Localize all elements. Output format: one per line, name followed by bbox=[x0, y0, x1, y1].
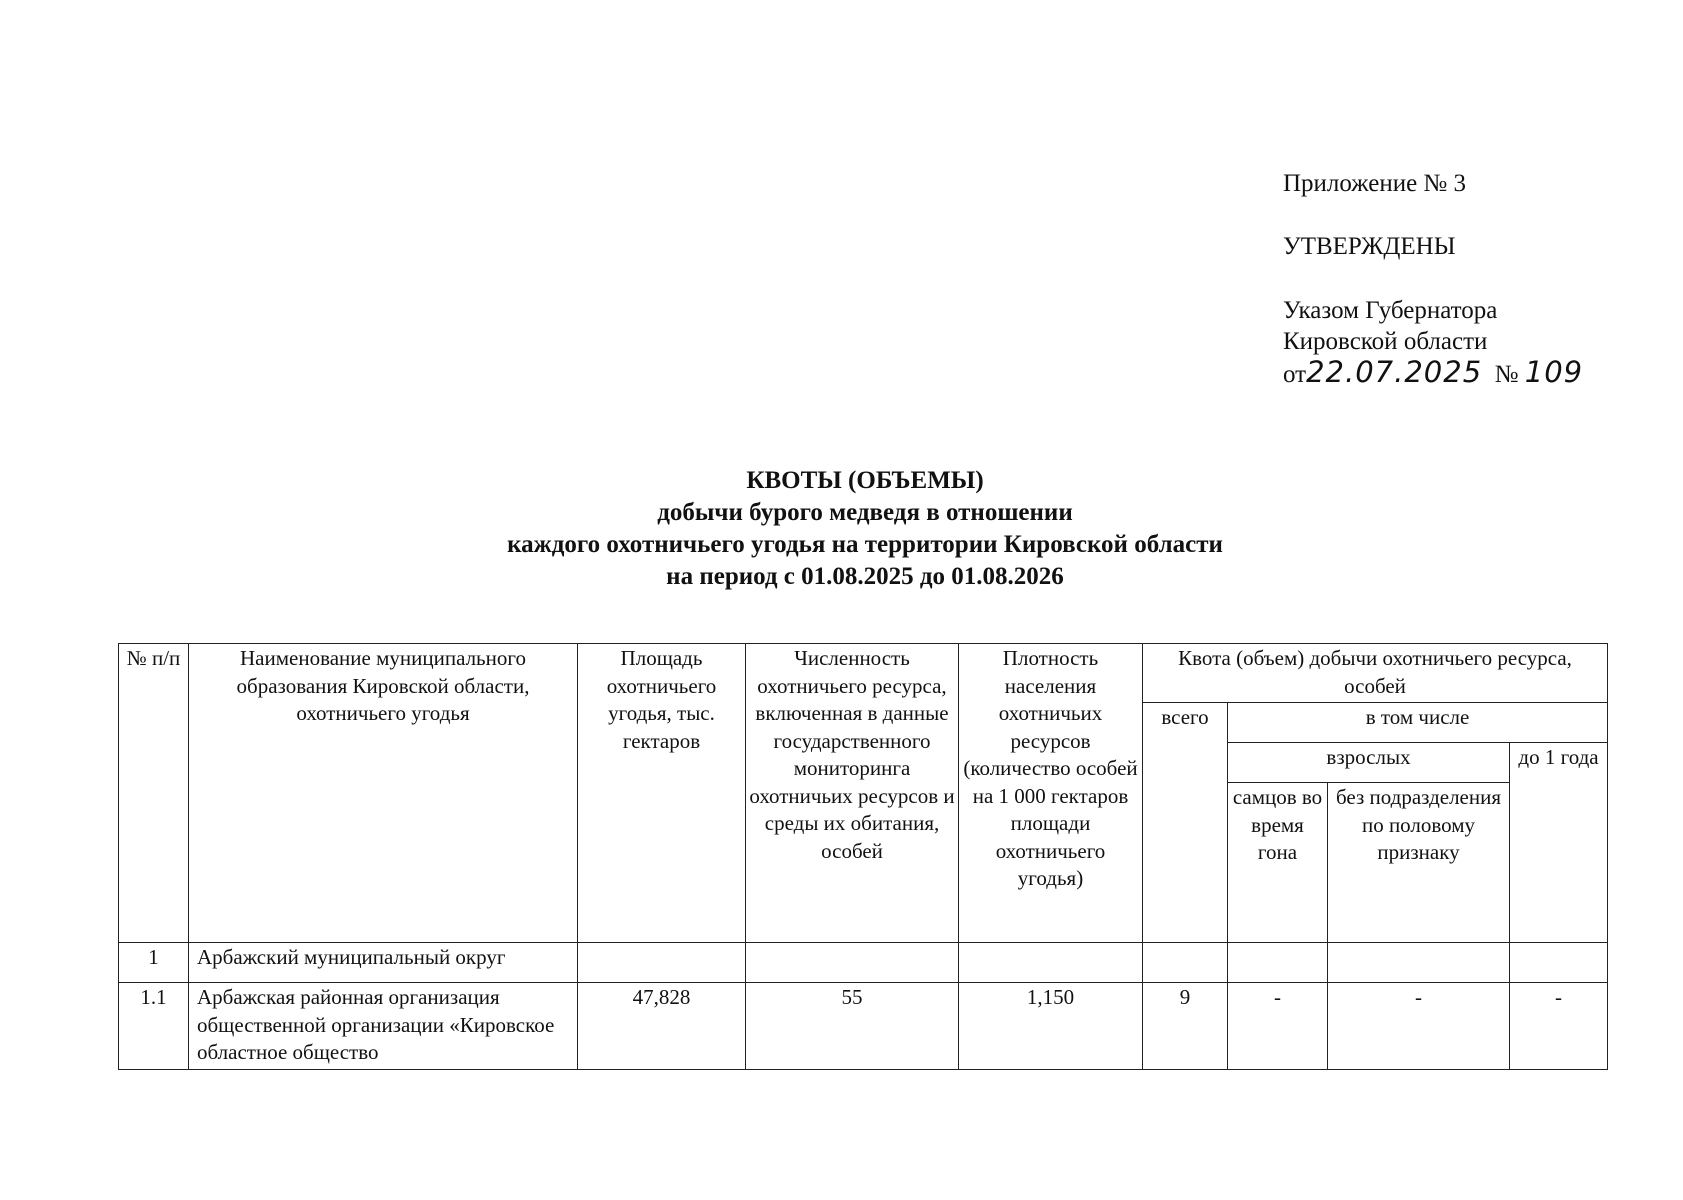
header-quota: Квота (объем) добычи охотничьего ресурса, особей bbox=[1143, 644, 1608, 703]
cell-total: 9 bbox=[1143, 983, 1228, 1070]
cell-density: 1,150 bbox=[959, 983, 1143, 1070]
title-line-4: на период с 01.08.2025 до 01.08.2026 bbox=[666, 563, 1064, 590]
decree-line-1: Указом Губернатора bbox=[1283, 297, 1498, 324]
cell-area: 47,828 bbox=[578, 983, 746, 1070]
cell-name: Арбажская районная организация общественной организации «Кировское областное общество bbox=[189, 983, 578, 1070]
number-label: № bbox=[1494, 361, 1519, 388]
appendix-label: Приложение № 3 bbox=[1283, 170, 1467, 197]
cell-count: 55 bbox=[746, 983, 959, 1070]
decree-number: 109 bbox=[1524, 355, 1584, 389]
cell-males: - bbox=[1228, 983, 1328, 1070]
cell-name: Арбажский муниципальный округ bbox=[189, 943, 578, 983]
cell-count bbox=[746, 943, 959, 983]
decree-date-line bbox=[1283, 357, 1663, 390]
header-count: Численность охотничьего ресурса, включенная в данные государственного мониторинга охотничьих ресурсов и среды их обитания, особей bbox=[746, 644, 959, 943]
header-density: Плотность населения охотничьих ресурсов (количество особей на 1 000 гектаров площади охотничьего угодья) bbox=[959, 644, 1143, 943]
cell-males bbox=[1228, 943, 1328, 983]
title-line-1: КВОТЫ (ОБЪЕМЫ) bbox=[746, 467, 984, 494]
header-males-rut: самцов во время гона bbox=[1228, 783, 1328, 943]
cell-nosex: - bbox=[1328, 983, 1510, 1070]
header-total: всего bbox=[1143, 703, 1228, 943]
table-row bbox=[119, 983, 1608, 1070]
cell-num: 1 bbox=[119, 943, 189, 983]
title-line-2: добычи бурого медведя в отношении bbox=[657, 499, 1073, 526]
header-including: в том числе bbox=[1228, 703, 1608, 743]
cell-total bbox=[1143, 943, 1228, 983]
header-name: Наименование муниципального образования Кировской области, охотничьего угодья bbox=[189, 644, 578, 943]
header-area: Площадь охотничьего угодья, тыс. гектаров bbox=[578, 644, 746, 943]
decree-date: 22.07.2025 bbox=[1306, 355, 1483, 389]
table-row bbox=[119, 943, 1608, 983]
quota-table bbox=[118, 643, 1608, 1070]
header-num: № п/п bbox=[119, 644, 189, 943]
approved-label: УТВЕРЖДЕНЫ bbox=[1283, 233, 1456, 260]
cell-area bbox=[578, 943, 746, 983]
header-under1: до 1 года bbox=[1510, 743, 1608, 943]
from-label: от bbox=[1283, 361, 1307, 388]
decree-line-2: Кировской области bbox=[1283, 328, 1488, 355]
document-title bbox=[120, 465, 1610, 593]
approval-block bbox=[1283, 168, 1663, 390]
header-no-sex: без подразделения по половому признаку bbox=[1328, 783, 1510, 943]
cell-nosex bbox=[1328, 943, 1510, 983]
cell-under1: - bbox=[1510, 983, 1608, 1070]
header-adults: взрослых bbox=[1228, 743, 1510, 783]
cell-density bbox=[959, 943, 1143, 983]
cell-under1 bbox=[1510, 943, 1608, 983]
title-line-3: каждого охотничьего угодья на территории Кировской области bbox=[507, 531, 1223, 558]
cell-num: 1.1 bbox=[119, 983, 189, 1070]
